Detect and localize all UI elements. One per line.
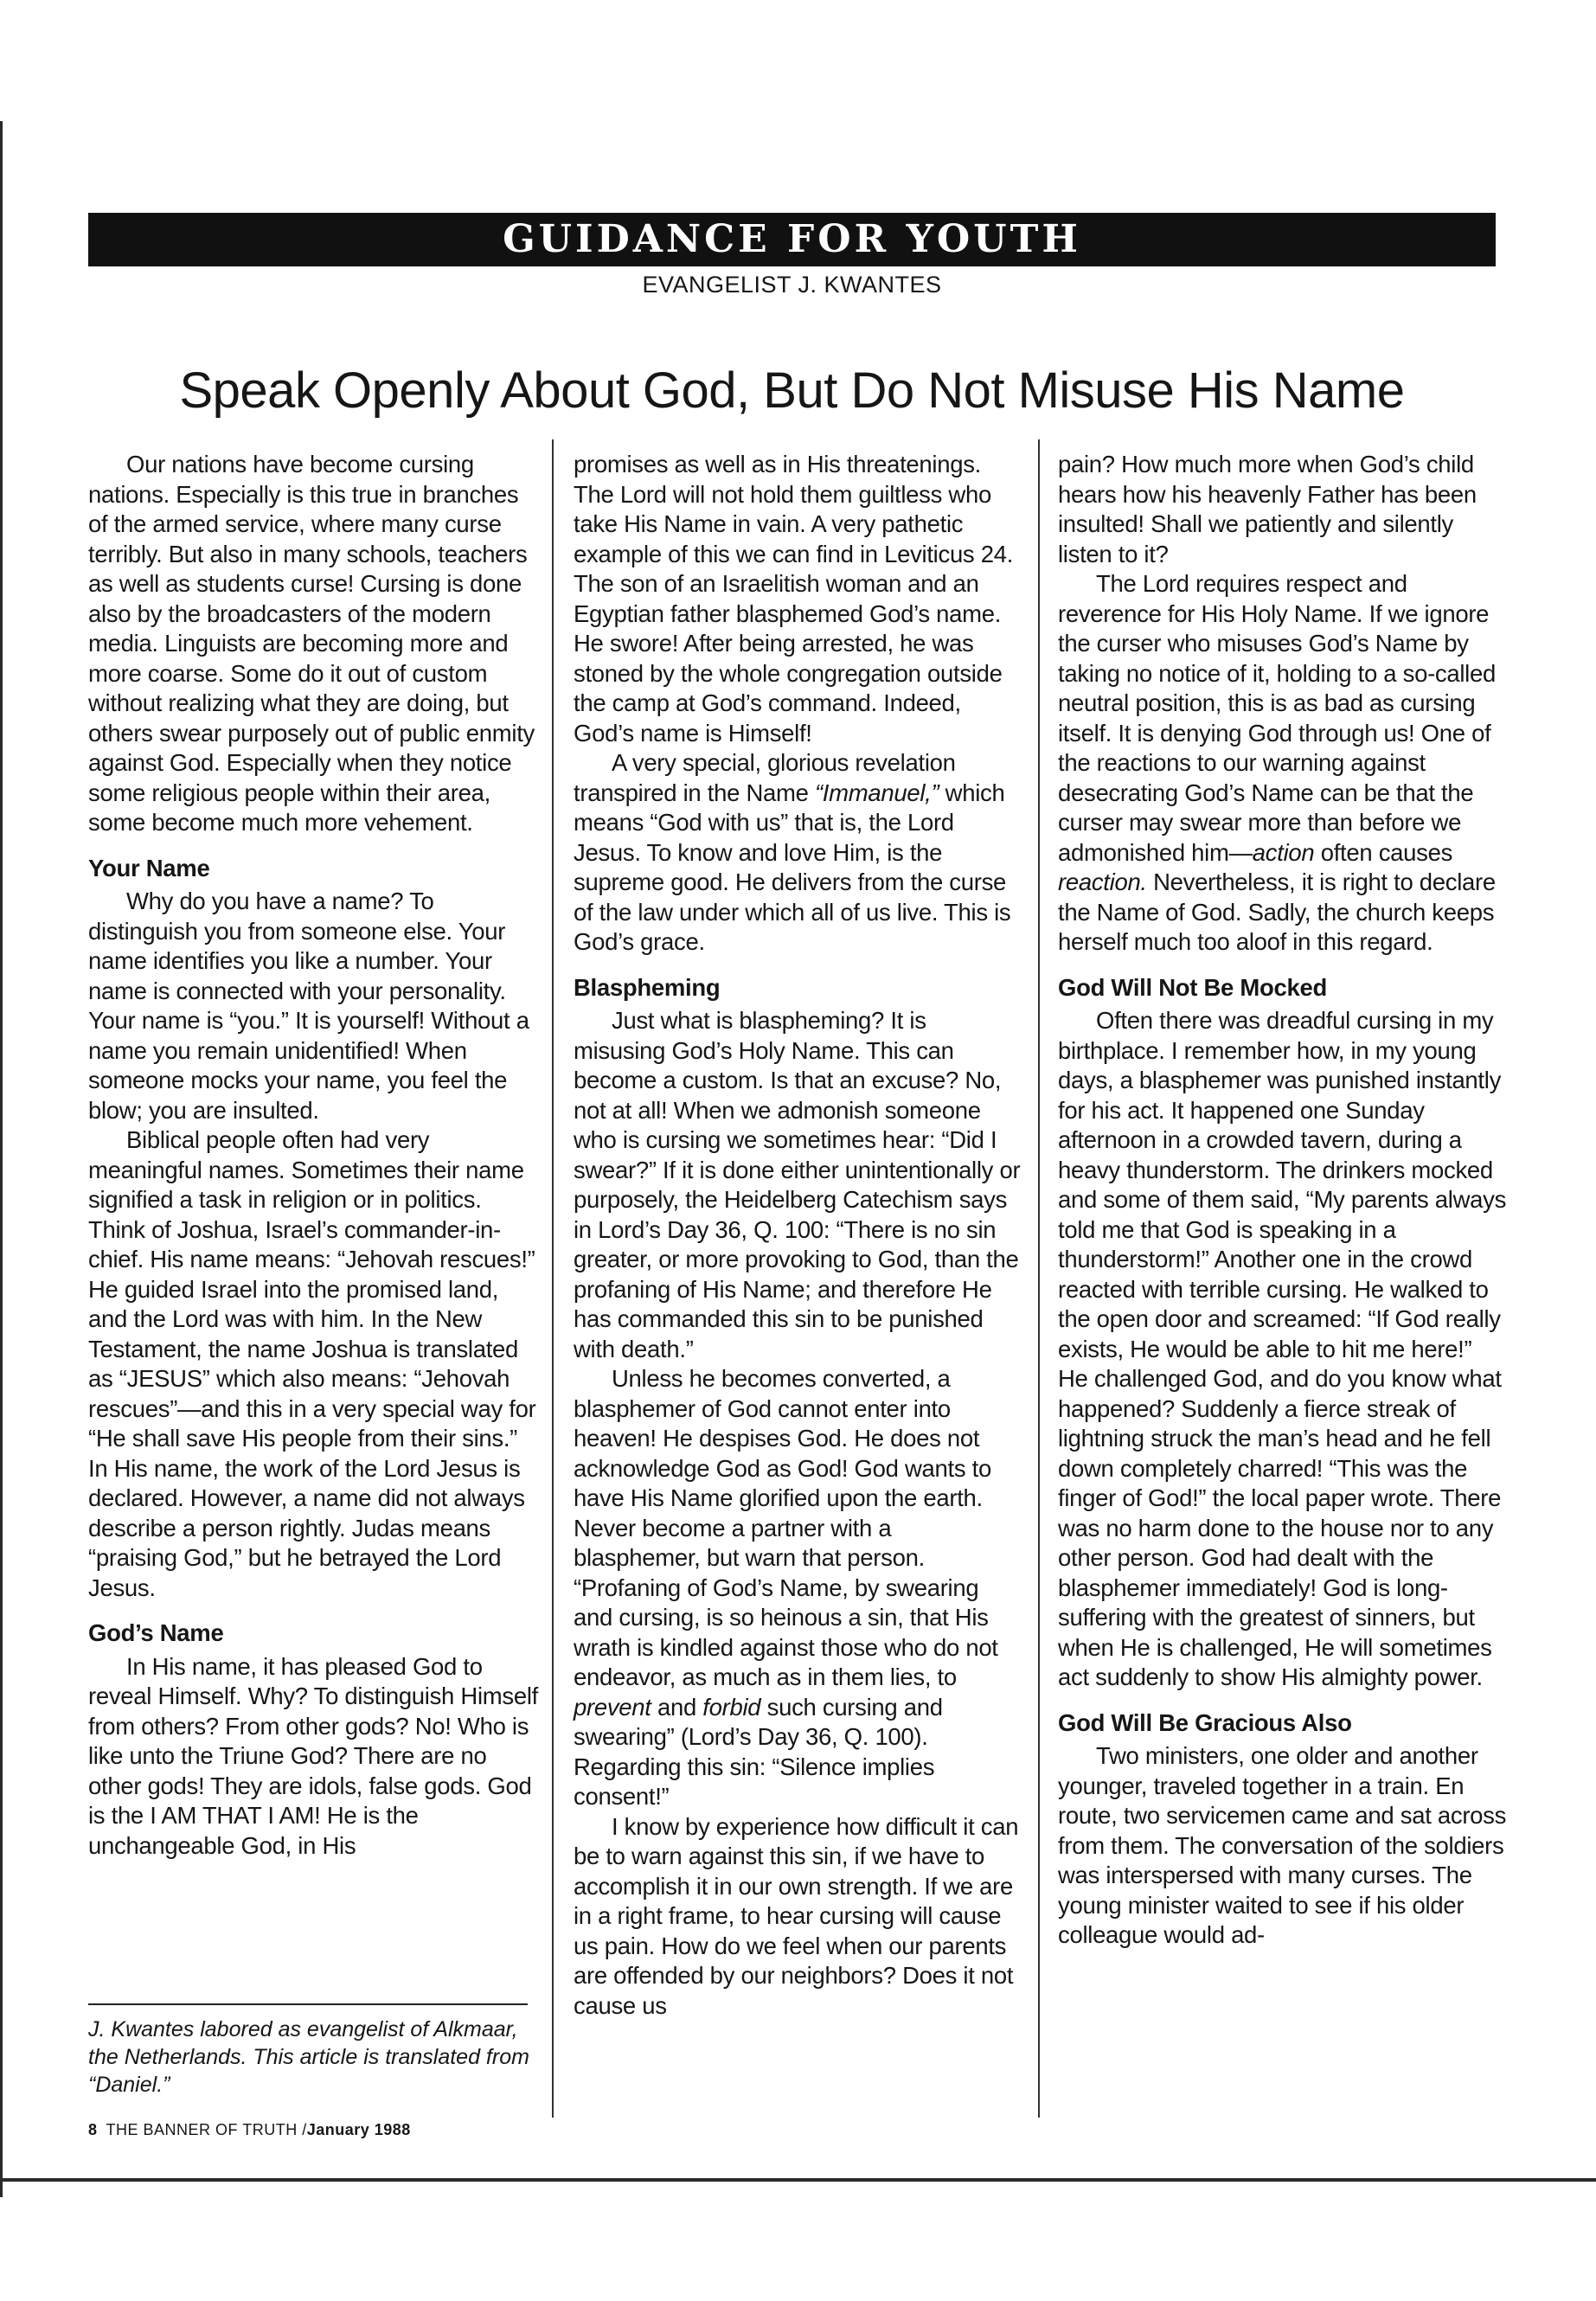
paragraph: promises as well as in His threatenings. The Lord will not hold them guiltless who take His Name in vain. A very pathetic example of this we can find in Leviticus 24. The son of an Israelitish woman and an Egyptian father blasphemed God’s name. He swore! After being arrested, he was stoned by the whole congregation outside the camp at God’s command. Indeed, God’s name is Himself! (574, 451, 1014, 747)
column-2 (574, 450, 1023, 2021)
paragraph: Often there was dreadful cursing in my birthplace. I remember how, in my young days, a blasphemer was punished instantly for his act. It happened one Sunday afternoon in a crowded tavern, during a heavy thunderstorm. The drinkers mocked and some of them said, “My parents always told me that God is speaking in a thunderstorm!” Another one in the crowd reacted with terrible cursing. He walked to the open door and screamed: “If God really exists, He would be able to hit me here!” He challenged God, and do you know what happened? Suddenly a fierce streak of lightning struck the man’s head and he fell down completely charred! “This was the finger of God!” the local paper wrote. There was no harm done to the house nor to any other person. God had dealt with the blasphemer immediately! God is long-suffering with the greatest of sinners, but when He is challenged, He will sometimes act suddenly to show His almighty power. (1058, 1007, 1507, 1690)
text-run: The Lord requires respect and reverence for His Holy Name. If we ignore the curser who misuses God’s Name by taking no notice of it, holding to a so-called neutral position, this is as bad as cursing itself. It is denying God through us! One of the reactions to our warning against desecrating God’s Name can be that the curser may swear more than before we admonished him— (1058, 570, 1496, 866)
article-headline: Speak Openly About God, But Do Not Misuse His Name (179, 362, 1405, 419)
section-banner: GUIDANCE FOR YOUTH (88, 213, 1496, 266)
subheading-gods-name: God’s Name (88, 1619, 224, 1646)
page-footer (88, 2121, 411, 2139)
subheading-not-mocked: God Will Not Be Mocked (1058, 973, 1327, 1001)
paragraph: Just what is blaspheming? It is misusing God’s Holy Name. This can become a custom. Is that an excuse? No, not at all! When we admonish someone who is cursing we sometimes hear: “Did I swear?” If it is done either unintentionally or purposely, the Heidelberg Catechism says in Lord’s Day 36, Q. 100: “There is no sin greater, or more provoking to God, than the profaning of His Name; and therefore He has commanded this sin to be punished with death.” (574, 1007, 1021, 1362)
issue-date: January 1988 (306, 2121, 411, 2138)
paragraph: Biblical people often had very meaningful names. Sometimes their name signified a task in religion or in politics. Think of Joshua, Israel’s commander-in-chief. His name means: “Jehovah rescues!” He guided Israel into the promised land, and the Lord was with him. In the New Testament, the name Joshua is translated as “JESUS” which also means: “Jehovah rescues”—and this in a very special way for “He shall save His people from their sins.” In His name, the work of the Lord Jesus is declared. However, a name did not always describe a person rightly. Judas means “praising God,” but he betrayed the Lord Jesus. (88, 1126, 536, 1601)
paragraph (574, 1364, 1023, 1812)
subheading-blaspheming: Blaspheming (574, 973, 721, 1001)
column-divider (552, 439, 554, 2118)
emphasis: reaction. (1058, 868, 1147, 895)
text-run: which means “God with us” that is, the Lord Jesus. To know and love Him, is the supreme good. He delivers from the curse of the law under which all of us live. This is God’s grace. (574, 779, 1011, 955)
emphasis: action (1252, 838, 1315, 866)
paragraph: pain? How much more when God’s child hears how his heavenly Father has been insulted! Shall we patiently and silently listen to it? (1058, 451, 1477, 567)
text-run: Unless he becomes converted, a blasphemer of God cannot enter into heaven! He despises God. He does not acknowledge God as God! God wants to have His Name glorified upon the earth. Never become a partner with a blasphemer, but warn that person. “Profaning of God’s Name, by swearing and cursing, is so heinous a sin, that His wrath is kindled against those who do not endeavor, as much as in them lies, to (574, 1365, 998, 1690)
author-note: J. Kwantes labored as evangelist of Alkmaar, the Netherlands. This article is translated from “Daniel.” (88, 2017, 529, 2097)
page-top-margin (0, 0, 1596, 121)
text-run: A very special, glorious revelation transpired in the Name (574, 749, 956, 806)
publication-name: THE BANNER OF TRUTH / (106, 2121, 307, 2138)
emphasis: prevent (574, 1693, 651, 1721)
emphasis: forbid (702, 1693, 761, 1721)
paragraph: Our nations have become cursing nations. Especially is this true in branches of the armed service, where many curse terribly. But also in many schools, teachers as well as students curse! Cursing is done also by the broadcasters of the modern media. Linguists are becoming more and more coarse. Some do it out of custom without realizing what they are doing, but others swear purposely out of public enmity against God. Especially when they notice some religious people within their area, some become much more vehement. (88, 451, 535, 836)
subheading-gracious: God Will Be Gracious Also (1058, 1708, 1352, 1736)
emphasis: “Immanuel,” (814, 779, 939, 806)
column-1 (88, 450, 538, 1861)
text-run: often causes (1314, 838, 1453, 866)
text-run: and (651, 1693, 703, 1721)
author-note-rule (88, 2003, 528, 2005)
page-edge-left (0, 121, 3, 2197)
subheading-your-name: Your Name (88, 854, 210, 881)
paragraph (574, 748, 1023, 958)
paragraph (1058, 569, 1508, 958)
column-3 (1058, 450, 1508, 1951)
text-run: such cursing and swearing” (Lord’s Day 36, Q. 100). Regarding this sin: “Silence implies consent!” (574, 1693, 943, 1810)
paragraph: Two ministers, one older and another younger, traveled together in a train. En route, two servicemen came and sat across from them. The conversation of the soldiers was interspersed with many curses. The young minister waited to see if his older colleague would ad- (1058, 1742, 1507, 1948)
paragraph: I know by experience how difficult it can be to warn against this sin, if we have to accomplish it in our own strength. If we are in a right frame, to hear cursing will cause us pain. How do we feel when our parents are offended by our neighbors? Does it not cause us (574, 1812, 1019, 2019)
paragraph: Why do you have a name? To distinguish you from someone else. Your name identifies you like a number. Your name is connected with your personality. Your name is “you.” It is yourself! Without a name you remain unidentified! When someone mocks your name, you feel the blow; you are insulted. (88, 888, 529, 1124)
paragraph: In His name, it has pleased God to reveal Himself. Why? To distinguish Himself from others? From other gods? No! Who is like unto the Triune God? There are no other gods! They are idols, false gods. God is the I AM THAT I AM! He is the unchangeable God, in His (88, 1652, 538, 1859)
page-number: 8 (88, 2121, 98, 2138)
page-edge-bottom (0, 2178, 1596, 2182)
byline: EVANGELIST J. KWANTES (642, 272, 942, 298)
text-run: Nevertheless, it is right to declare the Name of God. Sadly, the church keeps herself much too aloof in this regard. (1058, 868, 1496, 955)
column-divider (1038, 439, 1040, 2118)
